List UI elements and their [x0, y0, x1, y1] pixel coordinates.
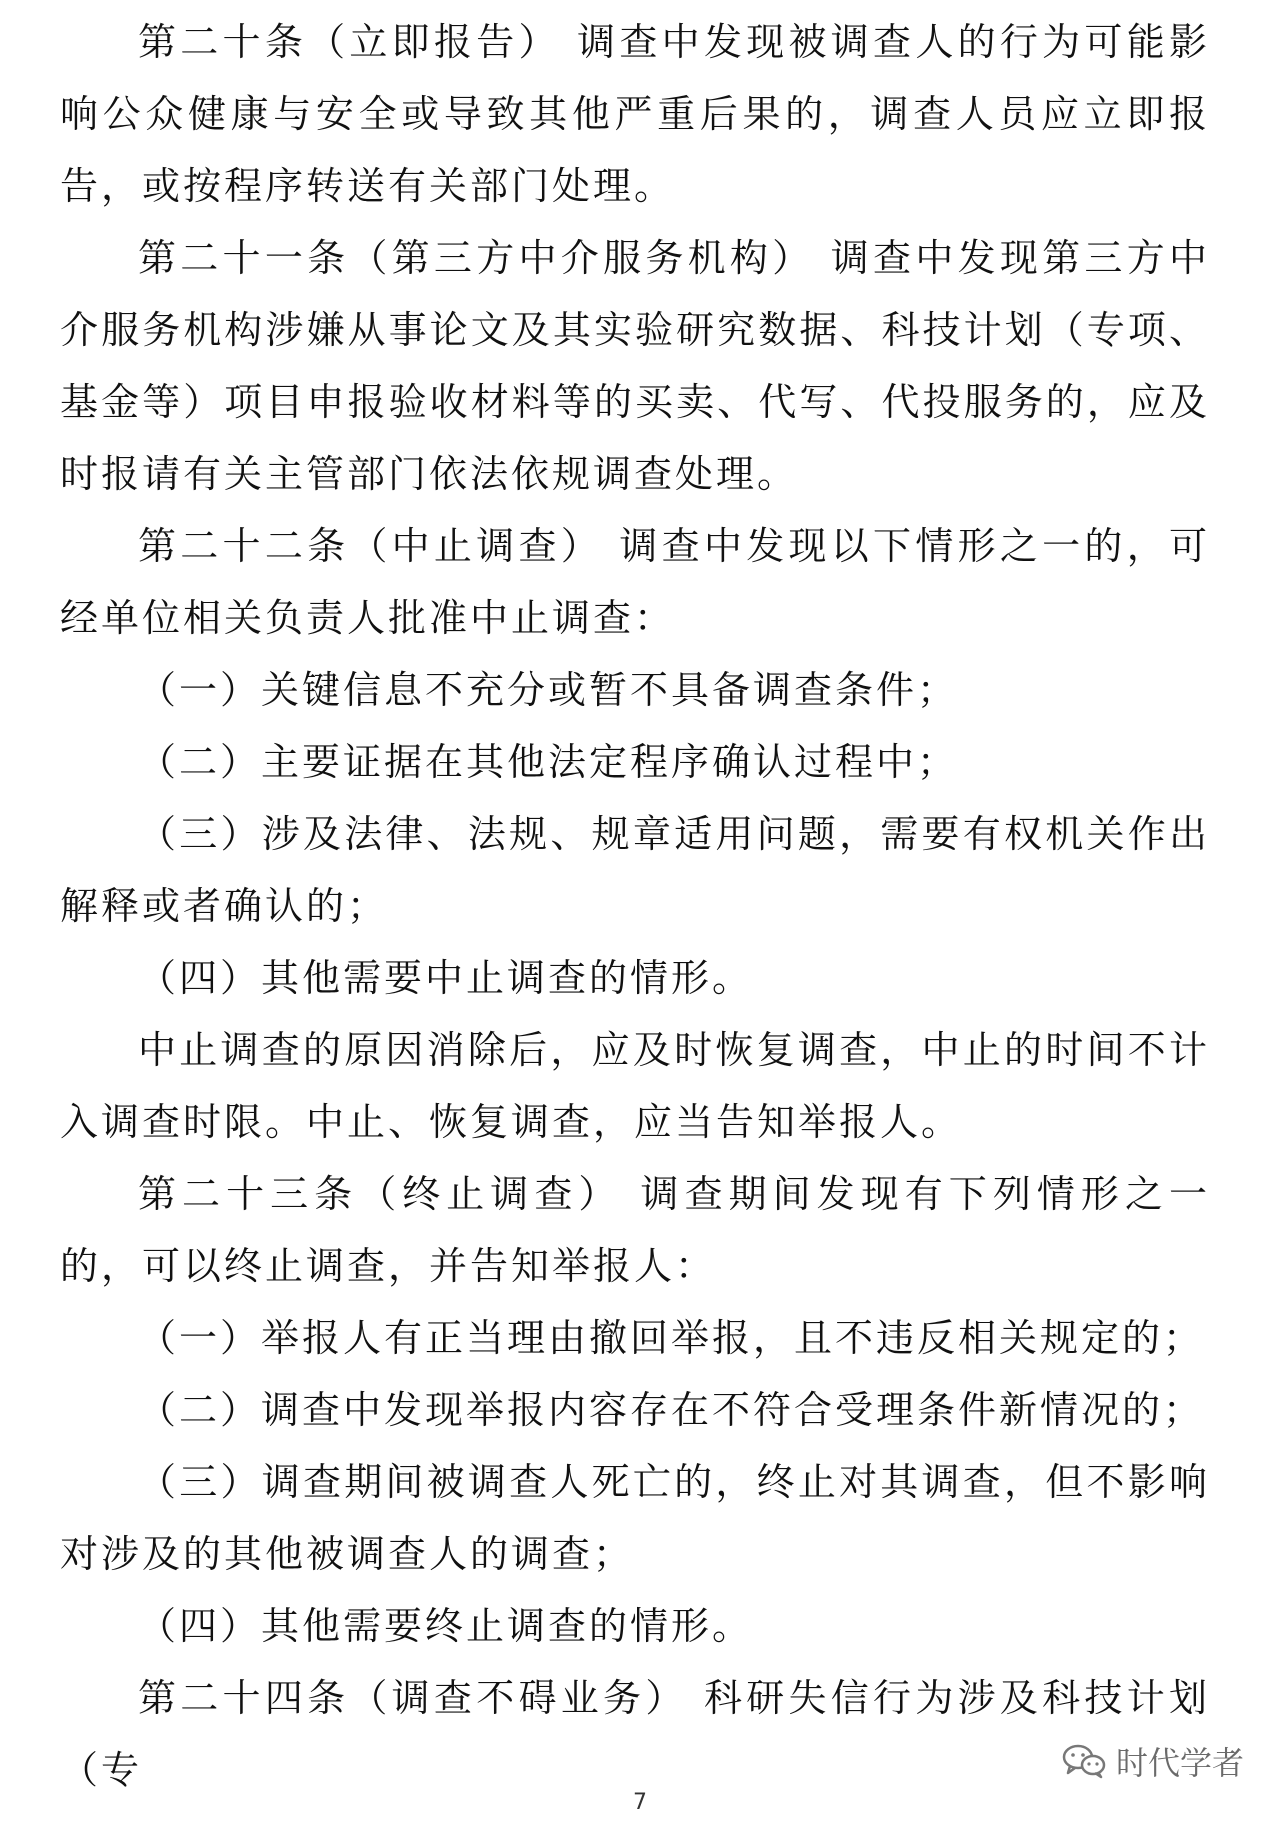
paragraph-article-20: 第二十条（立即报告） 调查中发现被调查人的行为可能影响公众健康与安全或导致其他严重后果的，调查人员应立即报告，或按程序转送有关部门处理。	[60, 20, 1210, 208]
list-item-suspend-4: （四）其他需要中止调查的情形。	[138, 956, 754, 1000]
page-number: 7	[633, 1790, 647, 1815]
list-item-terminate-4: （四）其他需要终止调查的情形。	[138, 1604, 754, 1648]
watermark	[1062, 1738, 1244, 1784]
document-page	[60, 6, 1210, 1806]
list-item-suspend-1: （一）关键信息不充分或暂不具备调查条件；	[138, 668, 959, 712]
list-item-terminate-1: （一）举报人有正当理由撤回举报，且不违反相关规定的；	[138, 1316, 1205, 1360]
paragraph-article-24: 第二十四条（调查不碍业务） 科研失信行为涉及科技计划（专	[60, 1676, 1210, 1792]
paragraph-article-22: 第二十二条（中止调查） 调查中发现以下情形之一的，可经单位相关负责人批准中止调查：	[60, 524, 1210, 640]
paragraph-suspend-resume: 中止调查的原因消除后，应及时恢复调查，中止的时间不计入调查时限。中止、恢复调查，应当告知举报人。	[60, 1028, 1210, 1144]
paragraph-article-21: 第二十一条（第三方中介服务机构） 调查中发现第三方中介服务机构涉嫌从事论文及其实验研究数据、科技计划（专项、基金等）项目申报验收材料等的买卖、代写、代投服务的，应及时报请有关主管部门依法依规调查处理。	[60, 236, 1210, 496]
list-item-suspend-2: （二）主要证据在其他法定程序确认过程中；	[138, 740, 959, 784]
list-item-terminate-3: （三）调查期间被调查人死亡的，终止对其调查，但不影响对涉及的其他被调查人的调查；	[60, 1460, 1210, 1576]
list-item-suspend-3: （三）涉及法律、法规、规章适用问题，需要有权机关作出解释或者确认的；	[60, 812, 1210, 928]
paragraph-article-23: 第二十三条（终止调查） 调查期间发现有下列情形之一的，可以终止调查，并告知举报人：	[60, 1172, 1210, 1288]
list-item-terminate-2: （二）调查中发现举报内容存在不符合受理条件新情况的；	[138, 1388, 1205, 1432]
watermark-text: 时代学者	[1115, 1744, 1244, 1782]
wechat-icon	[1062, 1743, 1106, 1779]
